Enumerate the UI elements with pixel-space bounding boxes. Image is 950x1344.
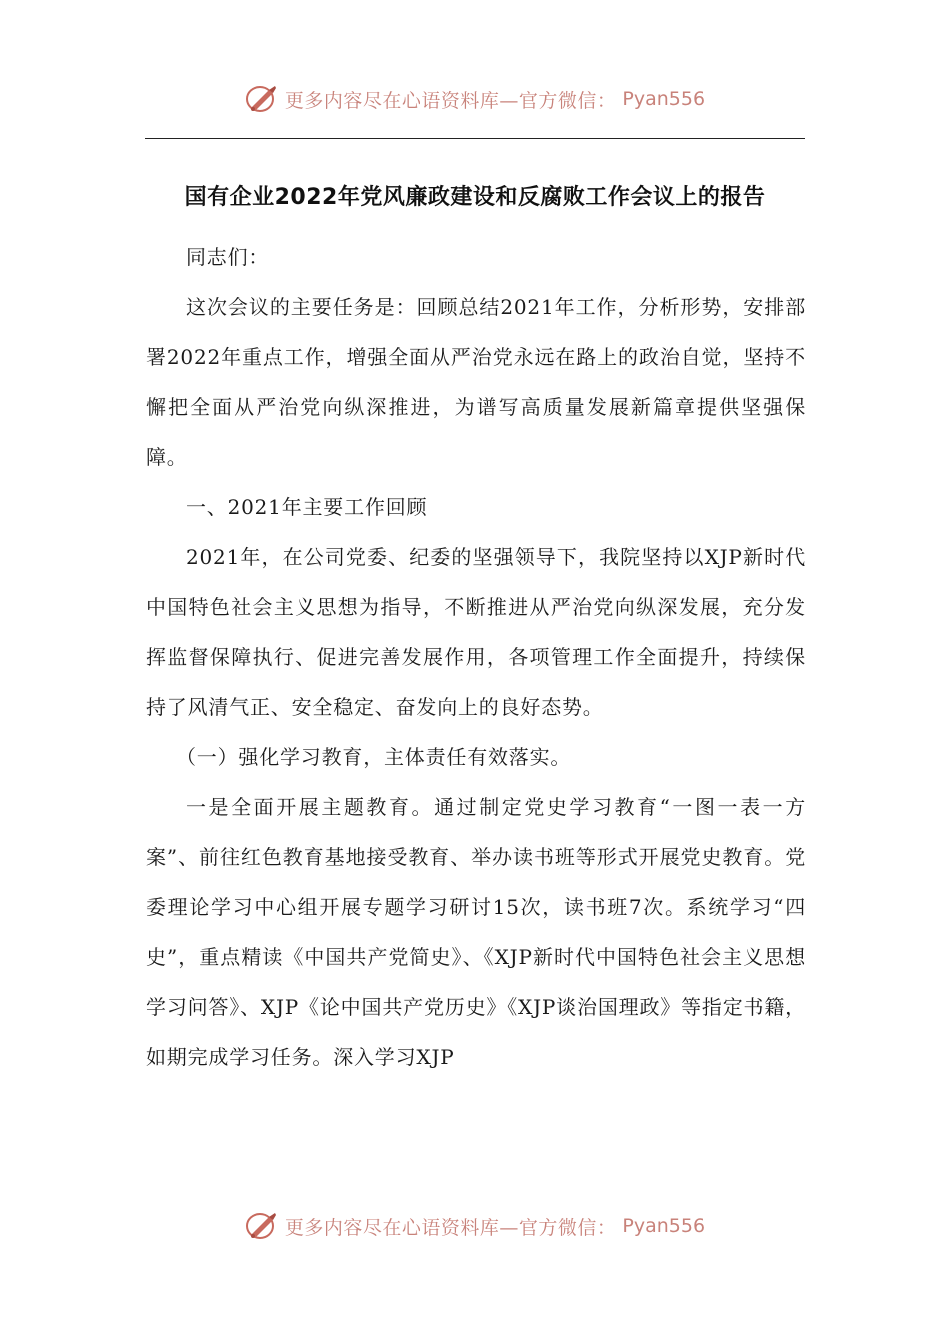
pen-logo-icon bbox=[245, 1211, 279, 1241]
watermark-wechat-id: Pyan556 bbox=[622, 88, 706, 110]
watermark-text: 更多内容尽在心语资料库—官方微信： bbox=[284, 1216, 617, 1239]
watermark-text: 更多内容尽在心语资料库—官方微信： bbox=[284, 89, 617, 112]
paragraph-review: 2021年，在公司党委、纪委的坚强领导下，我院坚持以XJP新时代中国特色社会主义思想为指导，不断推进从严治党向纵深发展，充分发挥监督保障执行、促进完善发展作用，各项管理工作全面提升，持续保持了风清气正、安全稳定、奋发向上的良好态势。 bbox=[146, 545, 806, 719]
watermark-wechat-id: Pyan556 bbox=[622, 1215, 706, 1237]
subsection-heading-1: （一）强化学习教育，主体责任有效落实。 bbox=[176, 745, 572, 769]
document-title: 国有企业2022年党风廉政建设和反腐败工作会议上的报告 bbox=[184, 185, 766, 210]
header-divider bbox=[145, 138, 805, 139]
paragraph-education: 一是全面开展主题教育。通过制定党史学习教育“一图一表一方案”、前往红色教育基地接受教育、举办读书班等形式开展党史教育。党委理论学习中心组开展专题学习研讨15次，读书班7次。系统学习“四史”，重点精读《中国共产党简史》、《XJP新时代中国特色社会主义思想学习问答》、XJP《论中国共产党历史》《XJP谈治国理政》等指定书籍，如期完成学习任务。深入学习XJP bbox=[146, 795, 806, 1069]
watermark-banner-top bbox=[0, 84, 950, 114]
salutation: 同志们： bbox=[186, 245, 270, 269]
paragraph-intro: 这次会议的主要任务是：回顾总结2021年工作，分析形势，安排部署2022年重点工作，增强全面从严治党永远在路上的政治自觉，坚持不懈把全面从严治党向纵深推进，为谱写高质量发展新篇章提供坚强保障。 bbox=[146, 295, 806, 469]
watermark-banner-bottom bbox=[0, 1211, 950, 1241]
document-body bbox=[146, 232, 806, 1082]
section-heading-1: 一、2021年主要工作回顾 bbox=[186, 495, 428, 519]
pen-logo-icon bbox=[245, 84, 279, 114]
